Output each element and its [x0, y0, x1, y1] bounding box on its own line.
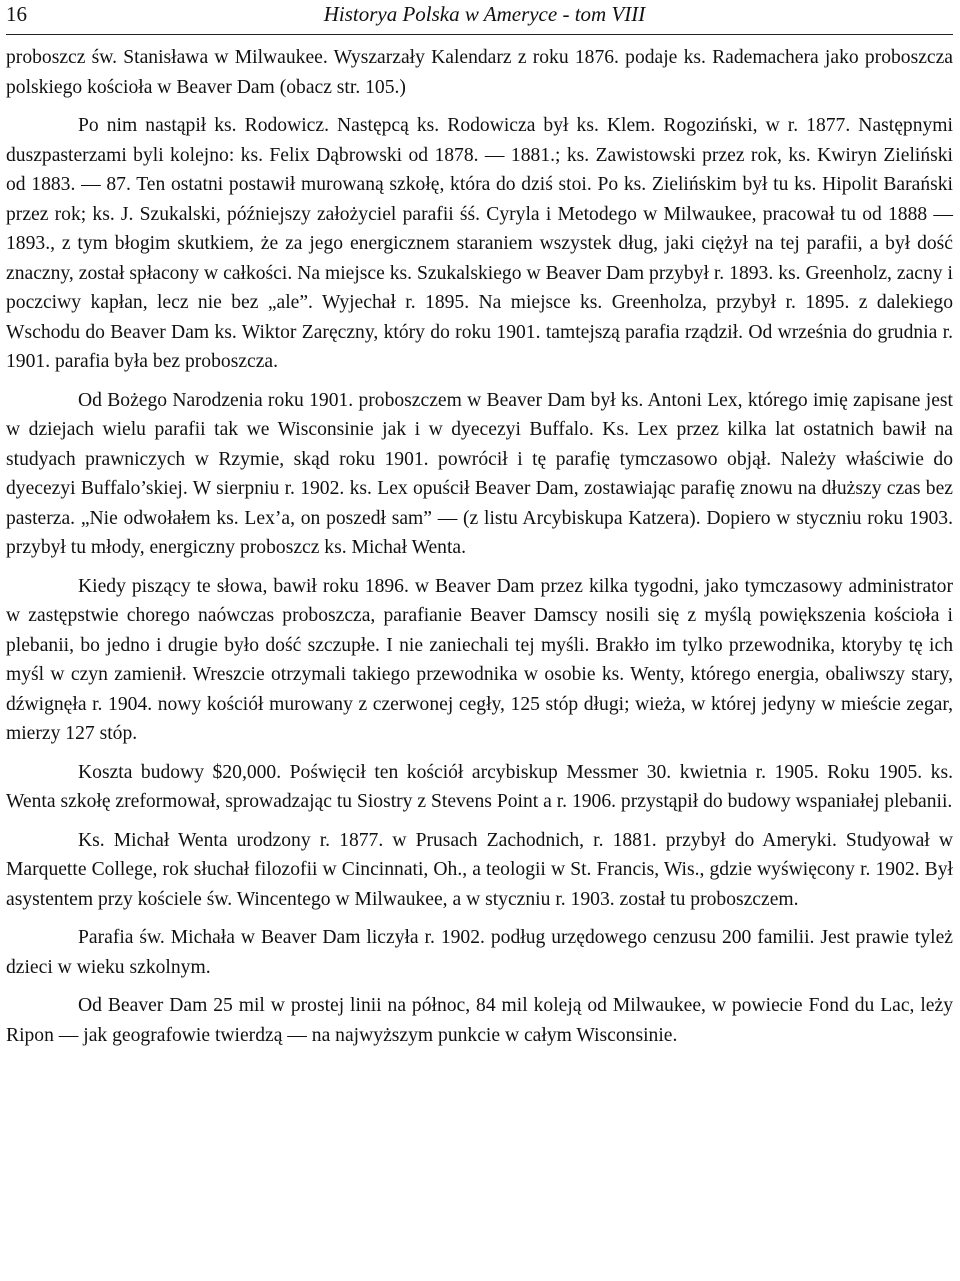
- body-text: [6, 43, 953, 1050]
- running-title: Historya Polska w Ameryce - tom VIII: [323, 2, 646, 26]
- paragraph: Koszta budowy $20,000. Poświęcił ten kościół arcybiskup Messmer 30. kwietnia r. 1905. Roku 1905. ks. Wenta szkołę zreformował, sprowadzając tu Siostry z Stevens Point a r. 1906. przystąpił do budowy wspaniałej plebanii.: [6, 761, 953, 812]
- paragraph: proboszcz św. Stanisława w Milwaukee. Wyszarzały Kalendarz z roku 1876. podaje ks. Rademachera jako proboszcza polskiego kościoła w Beaver Dam (obacz str. 105.): [6, 47, 953, 98]
- paragraph: Kiedy piszący te słowa, bawił roku 1896. w Beaver Dam przez kilka tygodni, jako tymczasowy administrator w zastępstwie chorego naówczas proboszcza, parafianie Beaver Damscy nosili się z myślą powiększenia kościoła i plebanii, bo jedno i drugie było dość szczupłe. I nie zaniechali tej myśli. Brakło im tylko przewodnika, ktoryby tę ich myśl w czyn zamienił. Wreszcie otrzymali takiego przewodnika w osobie ks. Wenty, którego energia, obaliwszy stary, dźwignęła r. 1904. nowy kościół murowany z czerwonej cegły, 125 stóp długi; wieża, w której jedyny w mieście zegar, mierzy 127 stóp.: [6, 575, 953, 744]
- paragraph: Od Beaver Dam 25 mil w prostej linii na północ, 84 mil koleją od Milwaukee, w powiecie Fond du Lac, leży Ripon — jak geografowie twierdzą — na najwyższym punkcie w całym Wisconsinie.: [6, 995, 953, 1046]
- page-header: [6, 0, 953, 35]
- paragraph: Ks. Michał Wenta urodzony r. 1877. w Prusach Zachodnich, r. 1881. przybył do Ameryki. Studyował w Marquette College, rok słuchał filozofii w Cincinnati, Oh., a teologii w St. Francis, Wis., gdzie wyświęcony r. 1902. Był asystentem przy kościele św. Wincentego w Milwaukee, a w styczniu r. 1903. został tu proboszczem.: [6, 829, 953, 910]
- paragraph: Od Bożego Narodzenia roku 1901. proboszczem w Beaver Dam był ks. Antoni Lex, którego imię zapisane jest w dziejach wielu parafii tak we Wisconsinie jak i w dyecezyi Buffalo. Ks. Lex przez kilka lat ostatnich bawił na studyach prawniczych w Rzymie, skąd roku 1901. powrócił i tę parafię tymczasowo objął. Należy właściwie do dyecezyi Buffalo’skiej. W sierpniu r. 1902. ks. Lex opuścił Beaver Dam, zostawiając parafię znowu na dłuższy czas bez pasterza. „Nie odwołałem ks. Lex’a, on poszedł sam” — (z listu Arcybiskupa Katzera). Dopiero w styczniu roku 1903. przybył tu młody, energiczny proboszcz ks. Michał Wenta.: [6, 389, 953, 558]
- paragraph: Parafia św. Michała w Beaver Dam liczyła r. 1902. podług urzędowego cenzusu 200 familii. Jest prawie tyleż dzieci w wieku szkolnym.: [6, 927, 953, 978]
- paragraph: Po nim nastąpił ks. Rodowicz. Następcą ks. Rodowicza był ks. Klem. Rogoziński, w r. 1877. Następnymi duszpasterzami byli kolejno: ks. Felix Dąbrowski od 1878. — 1881.; ks. Zawistowski przez rok, ks. Kwiryn Zieliński od 1883. — 87. Ten ostatni postawił murowaną szkołę, która do dziś stoi. Po ks. Zielińskim był tu ks. Hipolit Barański przez rok; ks. J. Szukalski, późniejszy założyciel parafii śś. Cyryla i Metodego w Milwaukee, pracował tu od 1888 — 1893., z tym błogim skutkiem, że za jego energicznem staraniem wszystek dług, jaki ciężył na tej parafii, a był dość znaczny, został spłacony w całkości. Na miejsce ks. Szukalskiego w Beaver Dam przybył r. 1893. ks. Greenholz, zacny i poczciwy kapłan, lecz nie bez „ale”. Wyjechał r. 1895. Na miejsce ks. Greenholza, przybył r. 1895. z dalekiego Wschodu do Beaver Dam ks. Wiktor Zaręczny, który do roku 1901. tamtejszą parafia rządził. Od września do grudnia r. 1901. parafia była bez proboszcza.: [6, 115, 953, 372]
- page-number: 16: [6, 2, 27, 26]
